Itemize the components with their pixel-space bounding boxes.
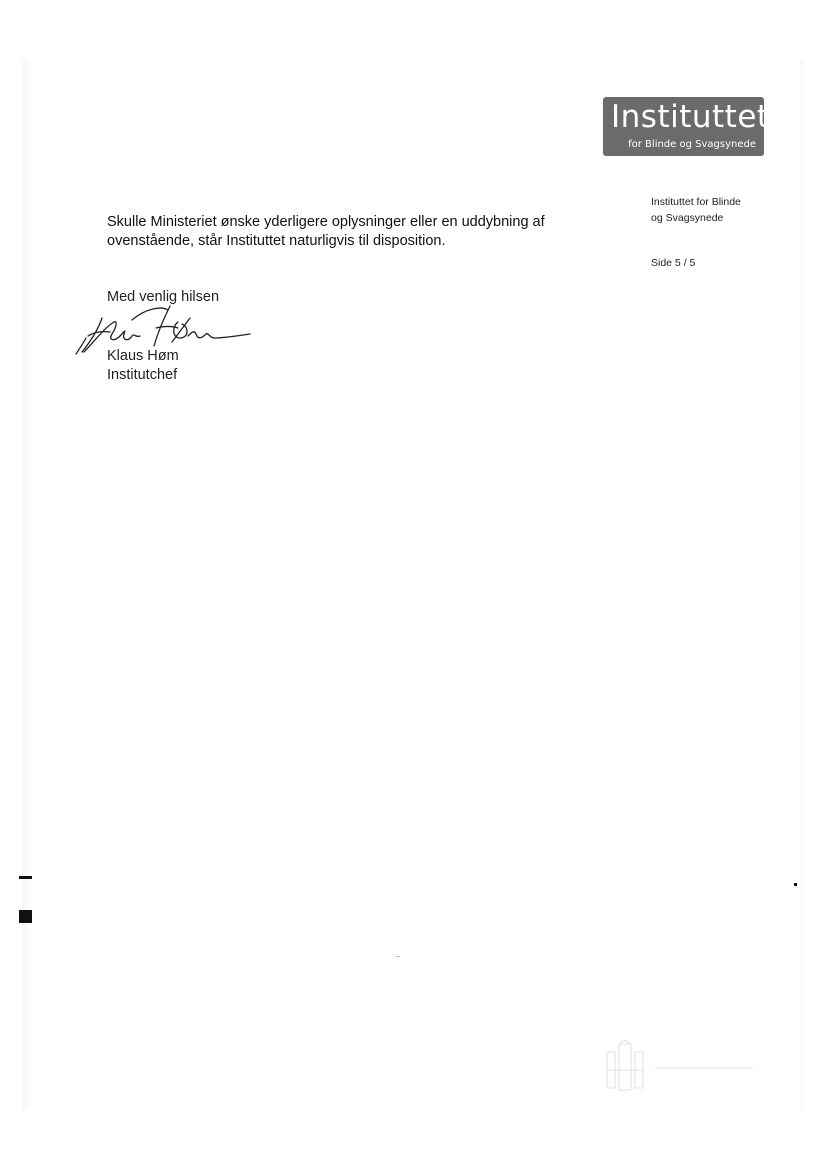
scan-mark-square bbox=[19, 910, 32, 923]
page-number: Side 5 / 5 bbox=[651, 257, 696, 269]
scan-edge-left bbox=[22, 60, 32, 1110]
sender-line-1: Instituttet for Blinde bbox=[651, 196, 741, 208]
body-paragraph: Skulle Ministeriet ønske yderligere oplysninger eller en uddybning af ovenstående, står Instituttet naturligvis til disposition. bbox=[107, 214, 545, 249]
scan-mark-dash bbox=[19, 876, 32, 879]
logo-tagline: for Blinde og Svagsynede bbox=[628, 139, 756, 150]
scan-mark-dot bbox=[794, 883, 797, 886]
logo-name: Instituttet bbox=[611, 99, 770, 135]
crest-watermark bbox=[603, 1040, 763, 1095]
closing-phrase: Med venlig hilsen bbox=[107, 289, 220, 305]
sender-line-2: og Svagsynede bbox=[651, 212, 724, 224]
scan-edge-right bbox=[800, 60, 804, 1110]
scan-mark-speck bbox=[396, 956, 400, 957]
signer-name: Klaus Høm bbox=[107, 348, 179, 364]
sender-block bbox=[651, 194, 741, 226]
signer-title: Institutchef bbox=[107, 367, 178, 383]
institute-logo bbox=[603, 97, 770, 156]
